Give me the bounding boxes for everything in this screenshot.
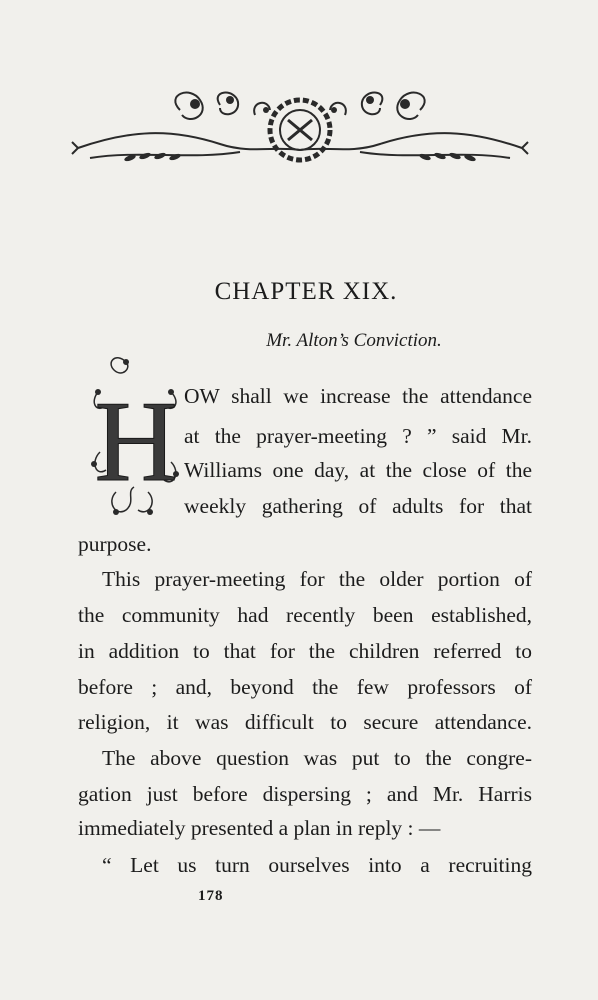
text-line: Williams one day, at the close of the xyxy=(184,458,532,482)
drop-cap-letter: H xyxy=(94,378,178,505)
text-line: “ Let us turn ourselves into a recruiting xyxy=(102,853,532,877)
decorated-drop-cap xyxy=(86,352,186,522)
chapter-title: Mr. Alton’s Conviction. xyxy=(266,330,442,351)
text-line: the community had recently been established, xyxy=(78,603,532,627)
text-line: before ; and, beyond the few professors of xyxy=(78,675,532,699)
ornamental-headpiece xyxy=(70,80,530,190)
text-line: OW shall we increase the attendance xyxy=(184,384,532,408)
text-line: at the prayer-meeting ? ” said Mr. xyxy=(184,424,532,448)
text-line: in addition to that for the children referred to xyxy=(78,639,532,663)
text-line: immediately presented a plan in reply : — xyxy=(78,816,441,840)
text-line: The above question was put to the congre- xyxy=(102,746,532,770)
text-line: gation just before dispersing ; and Mr. Harris xyxy=(78,782,532,806)
text-line: religion, it was difficult to secure attendance. xyxy=(78,710,532,734)
page-number: 178 xyxy=(198,888,224,904)
text-line: purpose. xyxy=(78,532,152,556)
text-line: weekly gathering of adults for that xyxy=(184,494,532,518)
text-line: This prayer-meeting for the older portion of xyxy=(102,567,532,591)
chapter-number: CHAPTER XIX. xyxy=(214,278,398,305)
